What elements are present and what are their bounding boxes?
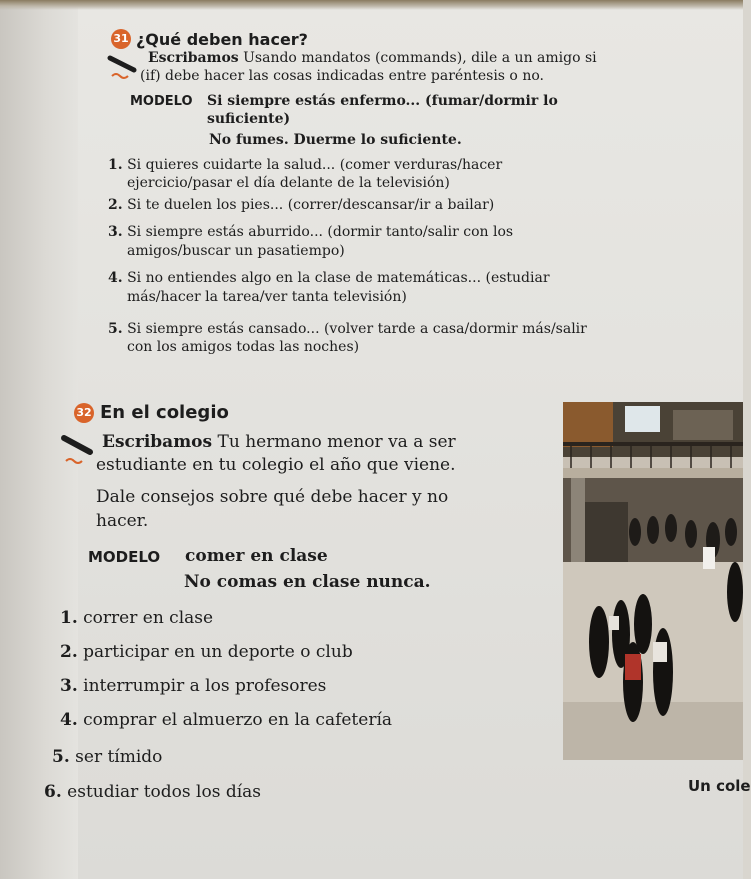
item-text: Si no entiendes algo en la clase de matemáticas... (estudiar: [127, 270, 550, 286]
item-text: Si te duelen los pies... (correr/descansar/ir a bailar): [127, 197, 495, 213]
exercise-31-instruction-line1: [148, 50, 597, 66]
modelo-answer: No comas en clase nunca.: [184, 572, 431, 592]
exercise-32-number-badge: 32: [74, 403, 94, 423]
item-number: 6.: [44, 782, 62, 802]
photo-caption: Un cole: [688, 777, 751, 795]
modelo-label: MODELO: [130, 94, 193, 109]
list-item: [60, 708, 392, 732]
item-text: participar en un deporte o club: [83, 642, 353, 662]
item-number: 3.: [60, 676, 78, 696]
list-item: [60, 674, 326, 698]
item-number: 2.: [108, 197, 123, 213]
item-text-continued: amigos/buscar un pasatiempo): [127, 243, 345, 259]
item-text: ser tímido: [75, 747, 163, 767]
modelo-answer: No fumes. Duerme lo suficiente.: [209, 132, 462, 148]
item-number: 3.: [108, 224, 123, 240]
exercise-32-instruction-line3: Dale consejos sobre qué debe hacer y no: [96, 487, 449, 507]
instruction-text: Tu hermano menor va a ser: [217, 432, 456, 452]
item-text: comprar el almuerzo en la cafetería: [83, 710, 393, 730]
school-hallway-photo: [563, 402, 743, 760]
exercise-31-number-badge: 31: [111, 29, 131, 49]
list-item: [52, 745, 162, 769]
pencil-icon: [60, 436, 94, 466]
item-number: 2.: [60, 642, 78, 662]
instruction-text: Usando mandatos (commands), dile a un amigo si: [243, 50, 597, 66]
item-text: correr en clase: [83, 608, 214, 628]
item-text-continued: ejercicio/pasar el día delante de la televisión): [127, 175, 450, 191]
item-text-continued: más/hacer la tarea/ver tanta televisión): [127, 289, 407, 305]
list-item: [44, 780, 261, 804]
modelo-prompt: comer en clase: [185, 546, 328, 566]
instruction-label: Escribamos: [148, 50, 239, 66]
modelo-prompt-line2: suficiente): [207, 111, 291, 127]
exercise-31-title: ¿Qué deben hacer?: [136, 30, 308, 49]
modelo-label: MODELO: [88, 548, 161, 566]
item-number: 4.: [60, 710, 78, 730]
item-text: Si quieres cuidarte la salud... (comer verduras/hacer: [127, 157, 503, 173]
list-item: [60, 640, 353, 664]
item-text: interrumpir a los profesores: [83, 676, 327, 696]
exercise-31-instruction-line2: (if) debe hacer las cosas indicadas entre paréntesis o no.: [140, 68, 544, 84]
exercise-32-instruction-line2: estudiante en tu colegio el año que viene.: [96, 455, 456, 475]
item-text: Si siempre estás cansado... (volver tarde a casa/dormir más/salir: [127, 321, 587, 337]
exercise-32-title: En el colegio: [100, 402, 229, 423]
page-top-edge: [0, 0, 743, 10]
list-item: [60, 606, 213, 630]
item-text: estudiar todos los días: [67, 782, 261, 802]
item-number: 5.: [108, 321, 123, 337]
pencil-icon: [106, 56, 138, 82]
list-item: [108, 157, 502, 174]
exercise-32-instruction-line1: [102, 432, 456, 452]
list-item: [108, 321, 587, 338]
item-number: 4.: [108, 270, 123, 286]
instruction-label: Escribamos: [102, 432, 213, 452]
modelo-prompt-line1: Si siempre estás enfermo... (fumar/dormir lo: [207, 93, 558, 109]
list-item: [108, 197, 494, 214]
item-text-continued: con los amigos todas las noches): [127, 339, 360, 355]
item-number: 1.: [108, 157, 123, 173]
item-text: Si siempre estás aburrido... (dormir tanto/salir con los: [127, 224, 514, 240]
list-item: [108, 224, 513, 241]
exercise-32-instruction-line4: hacer.: [96, 511, 149, 531]
item-number: 5.: [52, 747, 70, 767]
item-number: 1.: [60, 608, 78, 628]
list-item: [108, 270, 550, 287]
